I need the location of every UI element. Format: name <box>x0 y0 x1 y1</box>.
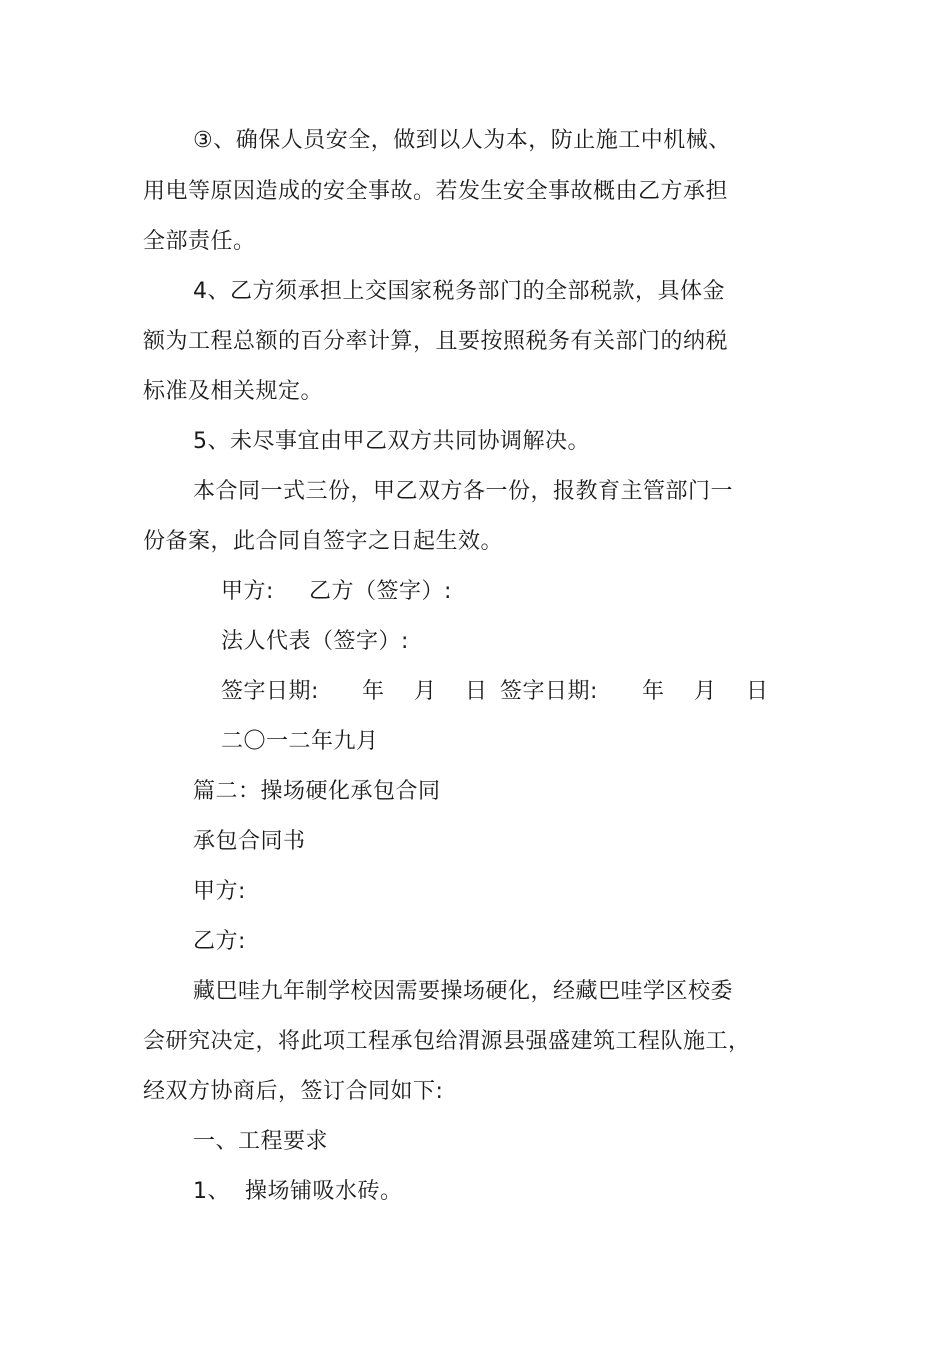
paragraph-line: 额为工程总额的百分率计算，且要按照税务有关部门的纳税 <box>143 329 729 354</box>
paragraph-line: 藏巴哇九年制学校因需要操场硬化，经藏巴哇学区校委 <box>193 979 734 1004</box>
paragraph-line: 5、未尽事宜由甲乙双方共同协调解决。 <box>193 429 590 454</box>
signature-month: 月 <box>694 679 717 704</box>
paragraph-line: 用电等原因造成的安全事故。若发生安全事故概由乙方承担 <box>143 179 729 204</box>
signature-day: 日 <box>465 679 488 704</box>
paragraph-line: 全部责任。 <box>143 229 256 254</box>
signature-legal-rep: 法人代表（签字）: <box>221 629 409 654</box>
signature-party-a: 甲方: <box>221 579 274 604</box>
paragraph-line: ③、确保人员安全，做到以人为本，防止施工中机械、 <box>193 128 731 153</box>
signature-year: 年 <box>642 679 665 704</box>
signature-party-b: 乙方（签字）: <box>309 579 452 604</box>
signature-written-date: 二〇一二年九月 <box>221 729 379 754</box>
section-subtitle: 承包合同书 <box>193 829 306 854</box>
requirements-heading: 一、工程要求 <box>193 1129 329 1154</box>
signature-year: 年 <box>362 679 385 704</box>
signature-date-label: 签字日期: <box>500 679 598 704</box>
requirement-number: 1、 <box>193 1179 230 1204</box>
paragraph-line: 份备案，此合同自签字之日起生效。 <box>143 529 504 554</box>
paragraph-line: 4、乙方须承担上交国家税务部门的全部税款，具体金 <box>193 279 725 304</box>
contract-party-b: 乙方: <box>193 929 246 954</box>
signature-month: 月 <box>414 679 437 704</box>
contract-party-a: 甲方: <box>193 879 246 904</box>
paragraph-line: 标准及相关规定。 <box>143 379 324 404</box>
signature-day: 日 <box>746 679 769 704</box>
signature-date-label: 签字日期: <box>221 679 319 704</box>
requirement-text: 操场铺吸水砖。 <box>245 1179 403 1204</box>
section-heading: 篇二：操场硬化承包合同 <box>193 779 441 804</box>
paragraph-line: 会研究决定，将此项工程承包给渭源县强盛建筑工程队施工， <box>143 1029 751 1054</box>
paragraph-line: 本合同一式三份，甲乙双方各一份，报教育主管部门一 <box>193 479 734 504</box>
paragraph-line: 经双方协商后，签订合同如下: <box>143 1079 444 1104</box>
